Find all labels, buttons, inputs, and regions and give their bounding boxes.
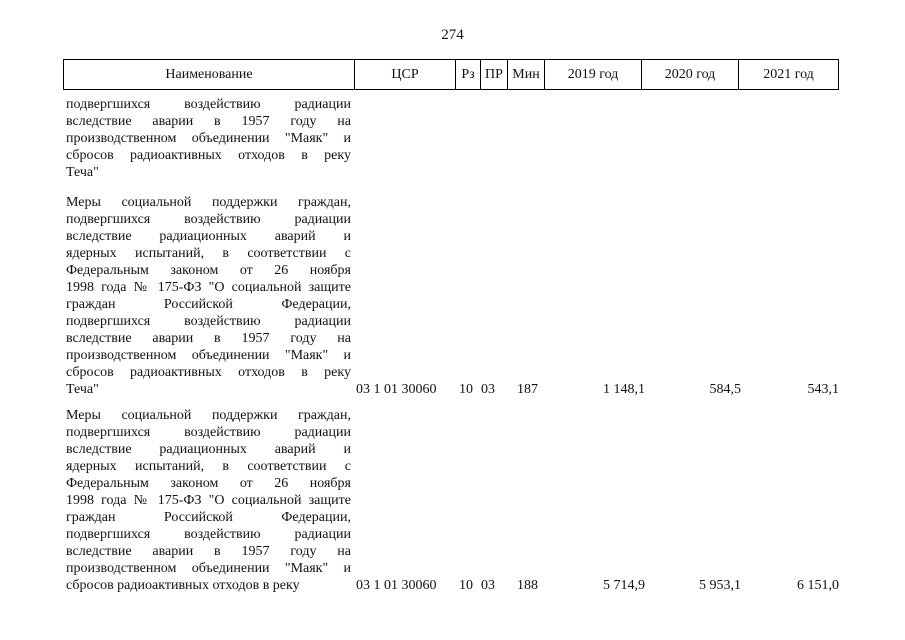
header-pr: ПР bbox=[480, 60, 507, 89]
row-name-line: 1998 года № 175-ФЗ "О социальной защите bbox=[66, 493, 351, 508]
row-name-line: граждан Российской Федерации, bbox=[66, 297, 351, 312]
header-min: Мин bbox=[507, 60, 544, 89]
row-name-line: производственном объединении "Маяк" и bbox=[66, 561, 351, 576]
header-2021: 2021 год bbox=[738, 60, 838, 89]
row-name-line: Федеральным законом от 26 ноября bbox=[66, 476, 351, 491]
row-name-line: подвергшихся воздействию радиации bbox=[66, 97, 351, 112]
row-name-line: сбросов радиоактивных отходов в реку bbox=[66, 148, 351, 163]
header-2019: 2019 год bbox=[544, 60, 641, 89]
row-name-line: подвергшихся воздействию радиации bbox=[66, 527, 351, 542]
row-value-2021: 543,1 bbox=[807, 382, 839, 397]
header-name: Наименование bbox=[165, 67, 253, 82]
header-csr: ЦСР bbox=[354, 60, 455, 89]
row-csr: 03 1 01 30060 bbox=[356, 578, 437, 593]
row-pr: 03 bbox=[481, 382, 495, 397]
row-name-line: сбросов радиоактивных отходов в реку bbox=[66, 365, 351, 380]
row-name-line: вследствие аварии в 1957 году на bbox=[66, 544, 351, 559]
row-name-line: Федеральным законом от 26 ноября bbox=[66, 263, 351, 278]
table-header bbox=[63, 59, 839, 90]
row-name-line: ядерных испытаний, в соответствии с bbox=[66, 246, 351, 261]
row-name-line: подвергшихся воздействию радиации bbox=[66, 425, 351, 440]
row-name-line: подвергшихся воздействию радиации bbox=[66, 212, 351, 227]
row-name-line: Меры социальной поддержки граждан, bbox=[66, 195, 351, 210]
row-name-line: вследствие радиационных аварий и bbox=[66, 442, 351, 457]
page-number: 274 bbox=[441, 27, 464, 43]
row-name-line: Теча" bbox=[66, 382, 99, 397]
row-name-line: сбросов радиоактивных отходов в реку bbox=[66, 578, 300, 593]
row-value-2020: 5 953,1 bbox=[699, 578, 741, 593]
row-name-line: Теча" bbox=[66, 165, 99, 180]
row-min: 187 bbox=[517, 382, 538, 397]
row-name-line: вследствие аварии в 1957 году на bbox=[66, 114, 351, 129]
row-name bbox=[66, 407, 351, 594]
row-name bbox=[66, 194, 351, 398]
row-rz: 10 bbox=[459, 578, 473, 593]
row-name-line: граждан Российской Федерации, bbox=[66, 510, 351, 525]
row-rz: 10 bbox=[459, 382, 473, 397]
row-csr: 03 1 01 30060 bbox=[356, 382, 437, 397]
row-name-line: подвергшихся воздействию радиации bbox=[66, 314, 351, 329]
row-name-line: вследствие радиационных аварий и bbox=[66, 229, 351, 244]
row-min: 188 bbox=[517, 578, 538, 593]
row-pr: 03 bbox=[481, 578, 495, 593]
row-name-line: производственном объединении "Маяк" и bbox=[66, 348, 351, 363]
row-name-line: ядерных испытаний, в соответствии с bbox=[66, 459, 351, 474]
header-2020: 2020 год bbox=[641, 60, 738, 89]
row-value-2019: 1 148,1 bbox=[603, 382, 645, 397]
row-name-line: производственном объединении "Маяк" и bbox=[66, 131, 351, 146]
row-name-line: 1998 года № 175-ФЗ "О социальной защите bbox=[66, 280, 351, 295]
row-value-2019: 5 714,9 bbox=[603, 578, 645, 593]
row-name bbox=[66, 96, 351, 181]
row-name-line: Меры социальной поддержки граждан, bbox=[66, 408, 351, 423]
row-value-2020: 584,5 bbox=[709, 382, 741, 397]
row-name-line: вследствие аварии в 1957 году на bbox=[66, 331, 351, 346]
row-value-2021: 6 151,0 bbox=[797, 578, 839, 593]
header-rz: Рз bbox=[455, 60, 480, 89]
